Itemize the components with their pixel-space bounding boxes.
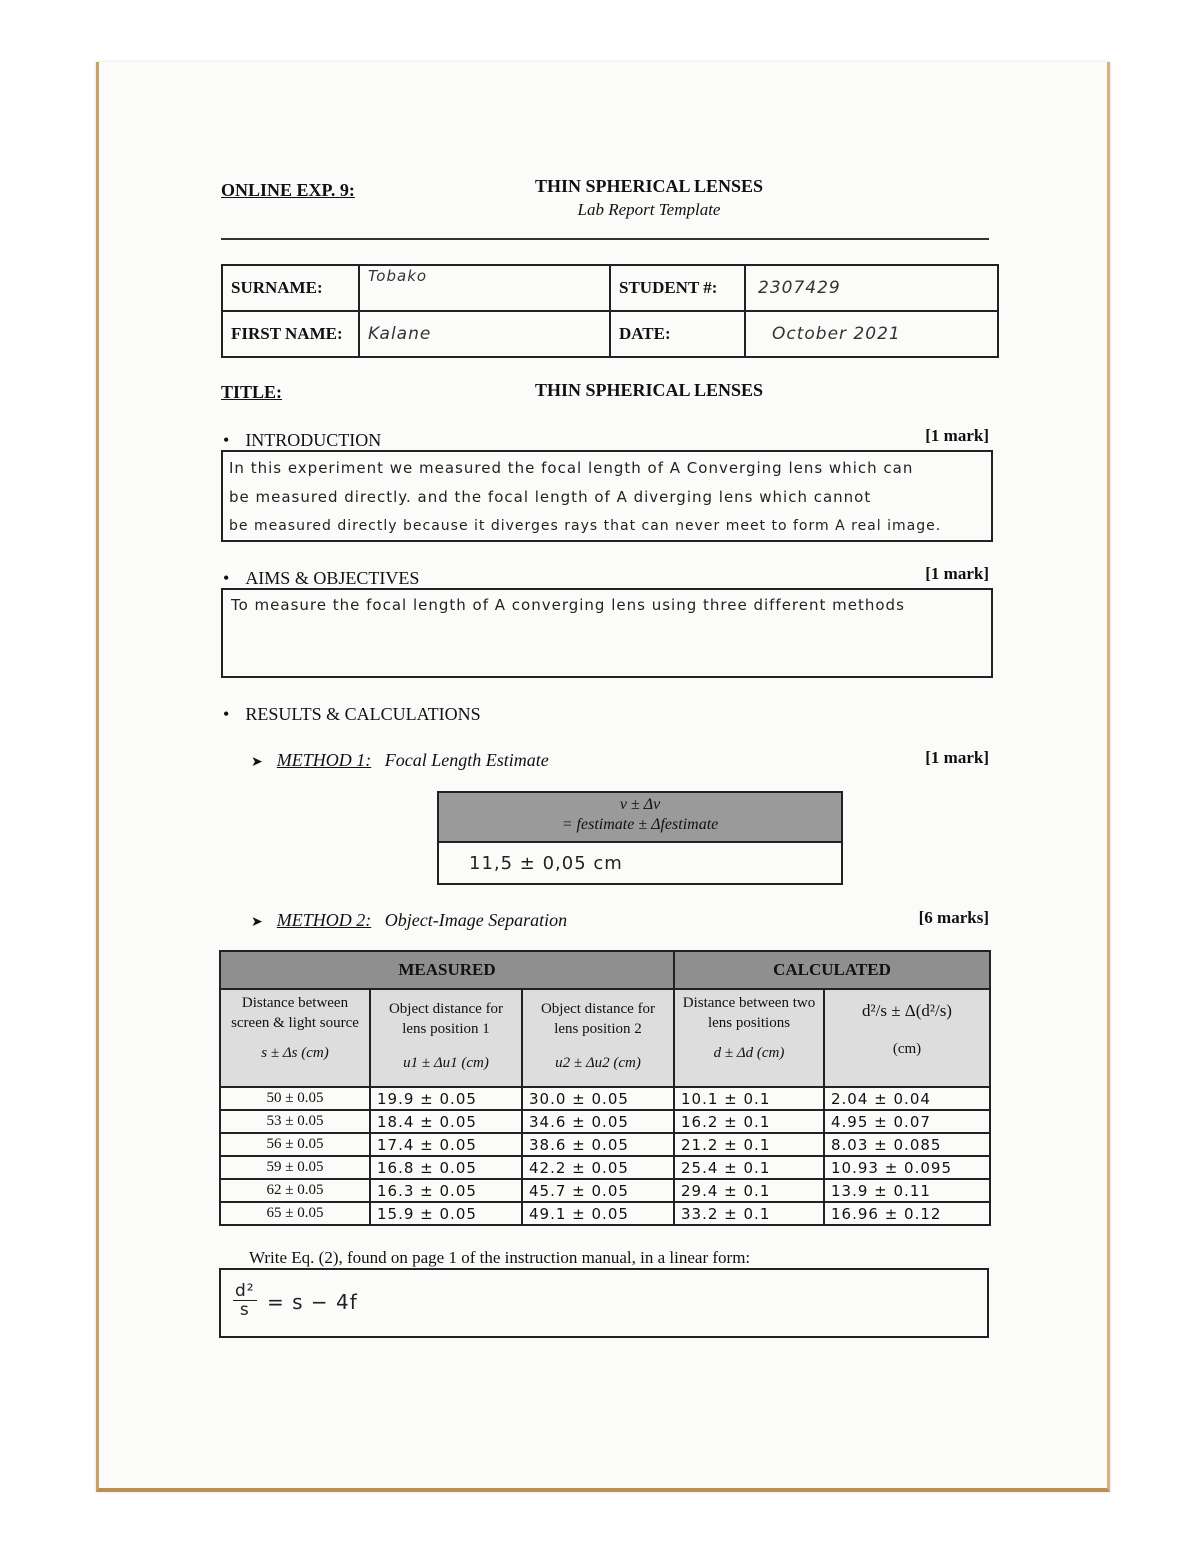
table-cell: 10.93 ± 0.095	[824, 1156, 990, 1179]
method1-heading: ➤ METHOD 1: Focal Length Estimate	[251, 750, 549, 771]
student-info-table	[221, 264, 999, 358]
table-cell: 62 ± 0.05	[220, 1179, 370, 1202]
results-table-body	[220, 1087, 990, 1225]
table-cell: 59 ± 0.05	[220, 1156, 370, 1179]
header-divider	[221, 238, 989, 240]
introduction-line: be measured directly. and the focal length of A diverging lens which cannot	[229, 488, 872, 506]
table-cell: 65 ± 0.05	[220, 1202, 370, 1225]
table-cell: 45.7 ± 0.05	[522, 1179, 674, 1202]
formula-line: = festimate ± Δfestimate	[561, 816, 719, 833]
method1-value: 11,5 ± 0,05 cm	[469, 853, 623, 874]
aims-text: To measure the focal length of A converging lens using three different methods	[231, 596, 905, 614]
table-row	[220, 1110, 990, 1133]
table-cell: 17.4 ± 0.05	[370, 1133, 522, 1156]
col-header-d2s: d²/s ± Δ(d²/s) (cm)	[824, 989, 990, 1087]
table-cell: 53 ± 0.05	[220, 1110, 370, 1133]
title-value: THIN SPHERICAL LENSES	[534, 380, 764, 400]
table-cell: 15.9 ± 0.05	[370, 1202, 522, 1225]
table-cell: 21.2 ± 0.1	[674, 1133, 824, 1156]
table-cell: 42.2 ± 0.05	[522, 1156, 674, 1179]
introduction-line: be measured directly because it diverges rays that can never meet to form A real image.	[229, 518, 942, 534]
table-cell: 30.0 ± 0.05	[522, 1087, 674, 1110]
col-header-u2: Object distance for lens position 2 u2 ± Δu2 (cm)	[522, 989, 674, 1087]
table-cell: 18.4 ± 0.05	[370, 1110, 522, 1133]
aims-heading: • AIMS & OBJECTIVES	[223, 568, 419, 589]
table-cell: 16.8 ± 0.05	[370, 1156, 522, 1179]
results-table	[219, 950, 991, 1226]
introduction-line: In this experiment we measured the focal length of A Converging lens which can	[229, 459, 914, 477]
results-heading: • RESULTS & CALCULATIONS	[223, 704, 481, 725]
table-cell: 29.4 ± 0.1	[674, 1179, 824, 1202]
document-page	[96, 62, 1110, 1492]
table-row	[220, 1179, 990, 1202]
table-cell: 10.1 ± 0.1	[674, 1087, 824, 1110]
firstname-label: FIRST NAME:	[222, 311, 359, 357]
table-row	[220, 1202, 990, 1225]
student-number-value: 2307429	[745, 265, 998, 311]
table-cell: 13.9 ± 0.11	[824, 1179, 990, 1202]
answer-text: = s − 4f	[267, 1290, 358, 1314]
table-row	[220, 1156, 990, 1179]
student-number-label: STUDENT #:	[610, 265, 745, 311]
table-cell: 49.1 ± 0.05	[522, 1202, 674, 1225]
table-cell: 34.6 ± 0.05	[522, 1110, 674, 1133]
method2-marks: [6 marks]	[918, 908, 989, 927]
col-header-u1: Object distance for lens position 1 u1 ± Δu1 (cm)	[370, 989, 522, 1087]
formula-line: v ± Δv	[619, 796, 661, 813]
group-calculated: CALCULATED	[674, 951, 990, 989]
surname-label: SURNAME:	[222, 265, 359, 311]
firstname-value: Kalane	[359, 311, 610, 357]
date-value: October 2021	[745, 311, 998, 357]
table-row	[220, 1087, 990, 1110]
date-label: DATE:	[610, 311, 745, 357]
table-cell: 33.2 ± 0.1	[674, 1202, 824, 1225]
aims-marks: [1 mark]	[925, 564, 989, 583]
table-cell: 16.2 ± 0.1	[674, 1110, 824, 1133]
arrow-icon	[251, 910, 277, 930]
introduction-box	[221, 450, 993, 542]
title-label: TITLE:	[221, 382, 283, 402]
table-cell: 2.04 ± 0.04	[824, 1087, 990, 1110]
table-cell: 8.03 ± 0.085	[824, 1133, 990, 1156]
exp-label: ONLINE EXP. 9:	[221, 180, 355, 200]
table-cell: 50 ± 0.05	[220, 1087, 370, 1110]
answer-fraction: d² s	[235, 1281, 255, 1320]
table-cell: 38.6 ± 0.05	[522, 1133, 674, 1156]
table-cell: 25.4 ± 0.1	[674, 1156, 824, 1179]
method1-formula	[439, 793, 841, 843]
method1-marks: [1 mark]	[925, 748, 989, 767]
col-header-s: Distance between screen & light source s ± Δs (cm)	[220, 989, 370, 1087]
arrow-icon	[251, 750, 277, 770]
table-cell: 16.3 ± 0.05	[370, 1179, 522, 1202]
group-measured: MEASURED	[220, 951, 674, 989]
surname-value: Tobako	[359, 265, 610, 311]
table-row	[220, 1133, 990, 1156]
introduction-marks: [1 mark]	[925, 426, 989, 445]
linear-prompt: Write Eq. (2), found on page 1 of the instruction manual, in a linear form:	[249, 1248, 751, 1267]
linear-answer-box	[219, 1268, 989, 1338]
table-cell: 16.96 ± 0.12	[824, 1202, 990, 1225]
table-cell: 19.9 ± 0.05	[370, 1087, 522, 1110]
table-cell: 56 ± 0.05	[220, 1133, 370, 1156]
aims-box	[221, 588, 993, 678]
doc-title: THIN SPHERICAL LENSES	[534, 176, 764, 196]
col-header-d: Distance between two lens positions d ± Δd (cm)	[674, 989, 824, 1087]
doc-subtitle: Lab Report Template	[577, 200, 721, 219]
method2-heading: ➤ METHOD 2: Object-Image Separation	[251, 910, 567, 931]
introduction-heading: • INTRODUCTION	[223, 430, 381, 451]
method1-box	[437, 791, 843, 885]
table-cell: 4.95 ± 0.07	[824, 1110, 990, 1133]
